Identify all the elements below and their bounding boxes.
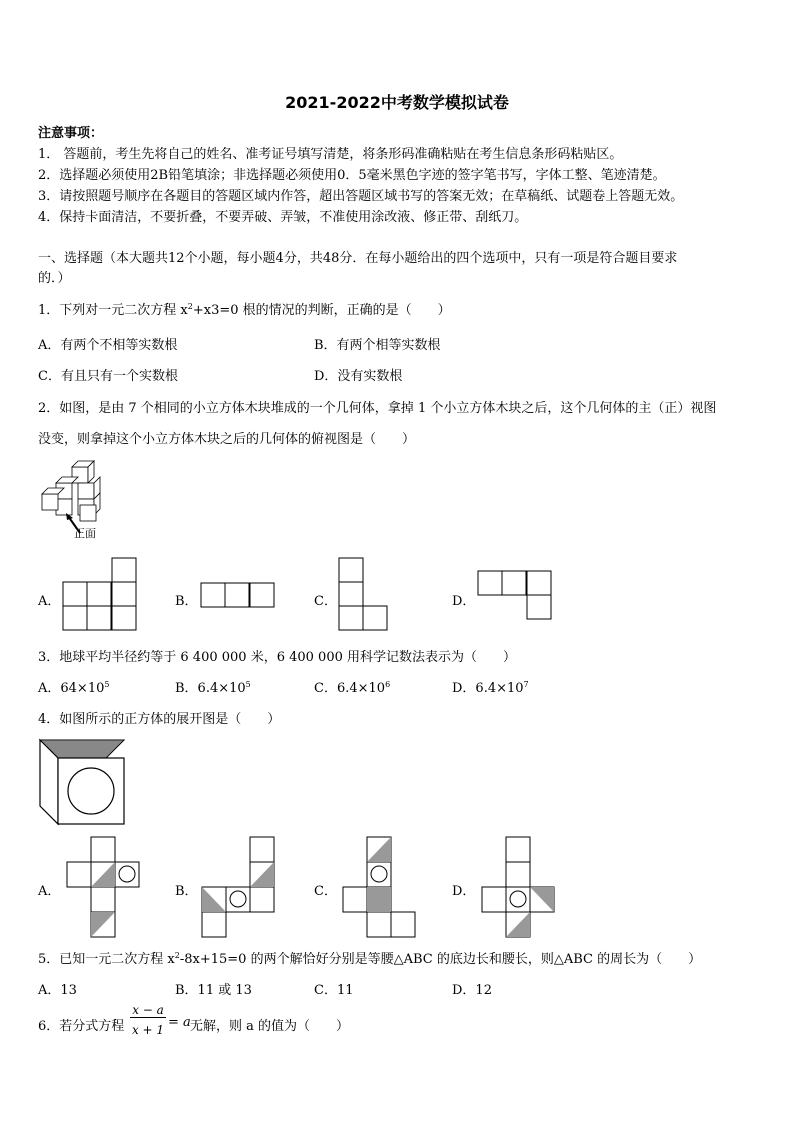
q4-option-b-net xyxy=(201,836,277,938)
notice-item: 1． 答题前，考生先将自己的姓名、准考证号填写清楚，将条形码准确粘贴在考生信息条形码粘贴区。 xyxy=(38,147,623,162)
q2-option-a-figure xyxy=(62,557,138,631)
q2-option-c-label[interactable]: C． xyxy=(314,594,337,609)
q3-option-d[interactable]: D．$6.4\times 10^7$ xyxy=(452,680,529,696)
q2-option-d-figure xyxy=(477,570,553,620)
notice-heading: 注意事项： xyxy=(38,126,104,141)
question-5-stem: 5．已知一元二次方程 $x^2-8x+15=0$ 的两个解恰好分别是等腰△ABC 的底边长和腰长，则△ABC 的周长为（ ） xyxy=(38,951,702,967)
q3-option-c[interactable]: C．$6.4\times 10^6$ xyxy=(314,680,391,696)
q5-option-c[interactable]: C．11 xyxy=(314,983,354,998)
section-heading: 一、选择题（本大题共12个小题，每小题4分，共48分．在每小题给出的四个选项中，只有一项是符合题目要求 xyxy=(38,251,678,266)
notice-item: 4．保持卡面清洁，不要折叠，不要弄破、弄皱，不准使用涂改液、修正带、刮纸刀。 xyxy=(38,210,528,225)
q5-option-d[interactable]: D．12 xyxy=(452,983,492,998)
q4-option-b-label[interactable]: B． xyxy=(175,884,198,899)
q2-option-d-label[interactable]: D． xyxy=(452,594,476,609)
cube-figure xyxy=(38,738,128,828)
q3-option-a[interactable]: A．$64\times 10^5$ xyxy=(38,680,110,696)
q4-option-c-net xyxy=(342,836,418,938)
q2-option-c-figure xyxy=(338,557,390,631)
q1-option-a[interactable]: A．有两个不相等实数根 xyxy=(38,338,178,353)
q3-option-b[interactable]: B．$6.4\times 10^5$ xyxy=(175,680,251,696)
q5-option-a[interactable]: A．13 xyxy=(38,983,77,998)
fraction-numerator: x − a xyxy=(130,1003,166,1018)
q2-option-a-label[interactable]: A． xyxy=(38,594,61,609)
q5-option-b[interactable]: B．11 或 13 xyxy=(175,983,252,998)
section-heading-cont: 的．） xyxy=(38,271,71,286)
q2-option-b-label[interactable]: B． xyxy=(175,594,198,609)
question-6-stem-start: 6．若分式方程 xyxy=(38,1019,125,1034)
notice-item: 2．选择题必须使用2B铅笔填涂；非选择题必须使用0．5毫米黑色字迹的签字笔书写，字体工整、笔迹清楚。 xyxy=(38,168,666,183)
q1-option-c[interactable]: C．有且只有一个实数根 xyxy=(38,369,178,384)
question-6-stem-end: 无解，则 a 的值为（ ） xyxy=(190,1019,350,1034)
q4-option-a-label[interactable]: A． xyxy=(38,884,61,899)
q4-option-d-net xyxy=(481,836,557,938)
q1-option-b[interactable]: B．有两个相等实数根 xyxy=(314,338,441,353)
question-3-stem: 3．地球平均半径约等于 6 400 000 米，6 400 000 用科学记数法表示为（ ） xyxy=(38,650,516,665)
q4-option-a-net xyxy=(66,836,142,938)
q2-option-b-figure xyxy=(200,582,276,608)
equation-rhs: = a xyxy=(168,1015,191,1030)
question-2-stem-cont: 没变，则拿掉这个小立方体木块之后的几何体的俯视图是（ ） xyxy=(38,432,416,447)
q4-option-c-label[interactable]: C． xyxy=(314,884,337,899)
q1-option-d[interactable]: D．没有实数根 xyxy=(314,369,403,384)
q4-option-d-label[interactable]: D． xyxy=(452,884,476,899)
question-2-stem: 2．如图，是由 7 个相同的小立方体木块堆成的一个几何体，拿掉 1 个小立方体木块之后，这个几何体的主（正）视图 xyxy=(38,401,717,416)
front-label: 正面 xyxy=(74,527,96,540)
stacked-cubes-figure xyxy=(38,458,113,548)
fraction-denominator: x + 1 xyxy=(131,1023,165,1037)
question-1-stem: 1．下列对一元二次方程 $x^2+x3=0$ 根的情况的判断，正确的是（ ） xyxy=(38,302,451,318)
question-4-stem: 4．如图所示的正方体的展开图是（ ） xyxy=(38,712,281,727)
page-title: 2021-2022中考数学模拟试卷 xyxy=(285,93,509,112)
notice-item: 3．请按照题号顺序在各题目的答题区域内作答，超出答题区域书写的答案无效；在草稿纸、试题卷上答题无效。 xyxy=(38,189,684,204)
